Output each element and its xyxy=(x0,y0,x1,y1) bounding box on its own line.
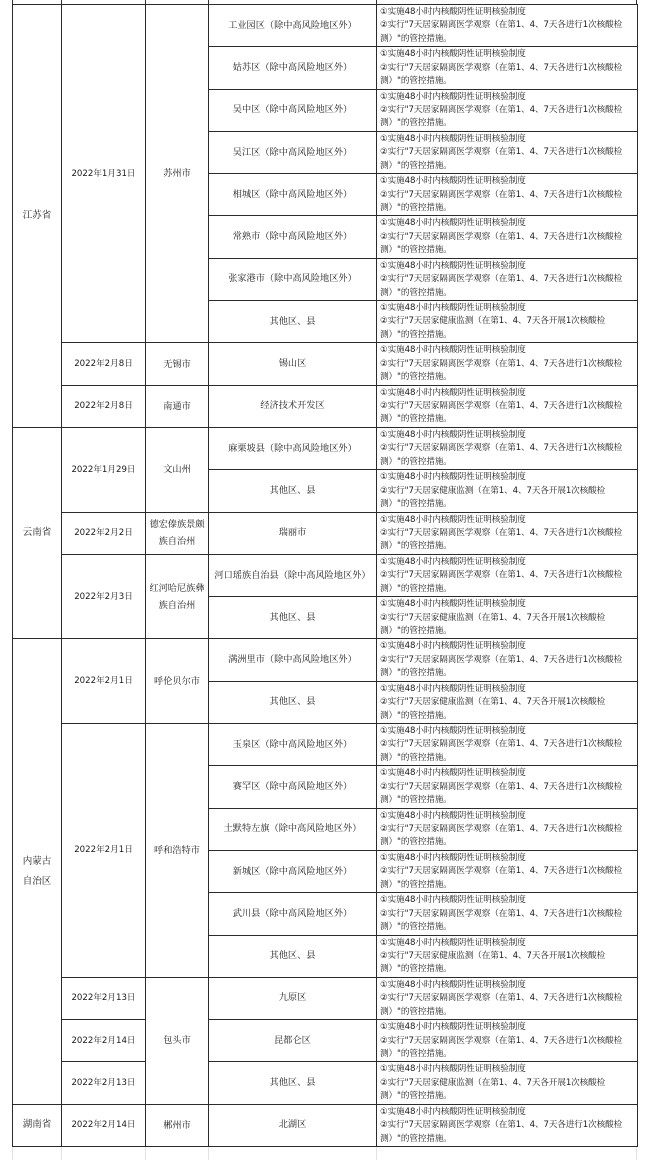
measure-cell: ①实施48小时内核酸阴性证明核验制度 ②实行"7天居家隔离医学观察（在第1、4、7天各进行1次核酸检 测）"的管控措施。 xyxy=(377,89,638,131)
date-cell: 2022年2月14日 xyxy=(62,1020,146,1062)
date-cell: 2022年2月13日 xyxy=(62,977,146,1019)
district-cell: 其他区、县 xyxy=(209,681,377,723)
city-cell: 呼和浩特市 xyxy=(146,724,209,978)
district-cell: 锡山区 xyxy=(209,343,377,385)
date-cell: 2022年2月8日 xyxy=(62,343,146,385)
district-cell: 土默特左旗（除中高风险地区外） xyxy=(209,808,377,850)
district-cell: 武川县（除中高风险地区外） xyxy=(209,893,377,935)
district-cell: 昆都仑区 xyxy=(209,1020,377,1062)
table-row xyxy=(13,977,638,1019)
measure-cell: ①实施48小时内核酸阴性证明核验制度 ②实行"7天居家隔离医学观察（在第1、4、7天各进行1次核酸检 测）"的管控措施。 xyxy=(377,766,638,808)
table-row xyxy=(13,512,638,554)
measure-cell: ①实施48小时内核酸阴性证明核验制度 ②实行"7天居家隔离医学观察（在第1、4、7天各进行1次核酸检 测）"的管控措施。 xyxy=(377,258,638,300)
measure-cell: ①实施48小时内核酸阴性证明核验制度 ②实行"7天居家健康监测（在第1、4、7天各开展1次核酸检 测）"的管控措施。 xyxy=(377,681,638,723)
district-cell: 其他区、县 xyxy=(209,1062,377,1104)
district-cell: 吴中区（除中高风险地区外） xyxy=(209,89,377,131)
table-row xyxy=(13,1020,638,1062)
district-cell: 新城区（除中高风险地区外） xyxy=(209,850,377,892)
district-cell: 姑苏区（除中高风险地区外） xyxy=(209,47,377,89)
table-row xyxy=(13,1104,638,1146)
measure-cell: ①实施48小时内核酸阴性证明核验制度 ②实行"7天居家隔离医学观察（在第1、4、7天各进行1次核酸检 测）"的管控措施。 xyxy=(377,216,638,258)
column-divider xyxy=(636,1147,637,1160)
control-measures-table xyxy=(12,4,638,1147)
measure-cell: ①实施48小时内核酸阴性证明核验制度 ②实行"7天居家隔离医学观察（在第1、4、7天各进行1次核酸检 测）"的管控措施。 xyxy=(377,385,638,427)
measure-cell: ①实施48小时内核酸阴性证明核验制度 ②实行"7天居家隔离医学观察（在第1、4、7天各进行1次核酸检 测）"的管控措施。 xyxy=(377,808,638,850)
date-cell: 2022年2月1日 xyxy=(62,724,146,978)
city-cell: 红河哈尼族彝 族自治州 xyxy=(146,554,209,639)
date-cell: 2022年2月2日 xyxy=(62,512,146,554)
district-cell: 其他区、县 xyxy=(209,301,377,343)
district-cell: 麻栗坡县（除中高风险地区外） xyxy=(209,427,377,469)
table-row xyxy=(13,1062,638,1104)
column-divider xyxy=(376,1147,377,1160)
district-cell: 玉泉区（除中高风险地区外） xyxy=(209,724,377,766)
district-cell: 其他区、县 xyxy=(209,935,377,977)
province-cell: 江苏省 xyxy=(13,5,62,428)
date-cell: 2022年2月1日 xyxy=(62,639,146,724)
date-cell: 2022年2月3日 xyxy=(62,554,146,639)
measure-cell: ①实施48小时内核酸阴性证明核验制度 ②实行"7天居家健康监测（在第1、4、7天各开展1次核酸检 测）"的管控措施。 xyxy=(377,301,638,343)
measure-cell: ①实施48小时内核酸阴性证明核验制度 ②实行"7天居家隔离医学观察（在第1、4、7天各进行1次核酸检 测）"的管控措施。 xyxy=(377,554,638,596)
measure-cell: ①实施48小时内核酸阴性证明核验制度 ②实行"7天居家隔离医学观察（在第1、4、7天各进行1次核酸检 测）"的管控措施。 xyxy=(377,639,638,681)
measure-cell: ①实施48小时内核酸阴性证明核验制度 ②实行"7天居家健康监测（在第1、4、7天各开展1次核酸检 测）"的管控措施。 xyxy=(377,935,638,977)
district-cell: 工业园区（除中高风险地区外） xyxy=(209,5,377,47)
column-divider xyxy=(145,1147,146,1160)
district-cell: 吴江区（除中高风险地区外） xyxy=(209,131,377,173)
date-cell: 2022年2月14日 xyxy=(62,1104,146,1146)
table-row xyxy=(13,724,638,766)
measure-cell: ①实施48小时内核酸阴性证明核验制度 ②实行"7天居家隔离医学观察（在第1、4、7天各进行1次核酸检 测）"的管控措施。 xyxy=(377,850,638,892)
column-divider xyxy=(208,1147,209,1160)
table-bottom-continuation xyxy=(12,1147,637,1160)
table-row xyxy=(13,5,638,47)
measure-cell: ①实施48小时内核酸阴性证明核验制度 ②实行"7天居家隔离医学观察（在第1、4、7天各进行1次核酸检 测）"的管控措施。 xyxy=(377,174,638,216)
city-cell: 呼伦贝尔市 xyxy=(146,639,209,724)
table-row xyxy=(13,343,638,385)
district-cell: 瑞丽市 xyxy=(209,512,377,554)
measure-cell: ①实施48小时内核酸阴性证明核验制度 ②实行"7天居家健康监测（在第1、4、7天各开展1次核酸检 测）"的管控措施。 xyxy=(377,1062,638,1104)
city-cell: 南通市 xyxy=(146,385,209,427)
city-cell: 无锡市 xyxy=(146,343,209,385)
district-cell: 赛罕区（除中高风险地区外） xyxy=(209,766,377,808)
measure-cell: ①实施48小时内核酸阴性证明核验制度 ②实行"7天居家隔离医学观察（在第1、4、7天各进行1次核酸检 测）"的管控措施。 xyxy=(377,977,638,1019)
district-cell: 其他区、县 xyxy=(209,597,377,639)
district-cell: 其他区、县 xyxy=(209,470,377,512)
measure-cell: ①实施48小时内核酸阴性证明核验制度 ②实行"7天居家隔离医学观察（在第1、4、7天各进行1次核酸检 测）"的管控措施。 xyxy=(377,1104,638,1146)
measure-cell: ①实施48小时内核酸阴性证明核验制度 ②实行"7天居家隔离医学观察（在第1、4、7天各进行1次核酸检 测）"的管控措施。 xyxy=(377,893,638,935)
city-cell: 郴州市 xyxy=(146,1104,209,1146)
measure-cell: ①实施48小时内核酸阴性证明核验制度 ②实行"7天居家隔离医学观察（在第1、4、7天各进行1次核酸检 测）"的管控措施。 xyxy=(377,5,638,47)
district-cell: 九原区 xyxy=(209,977,377,1019)
measure-cell: ①实施48小时内核酸阴性证明核验制度 ②实行"7天居家隔离医学观察（在第1、4、7天各进行1次核酸检 测）"的管控措施。 xyxy=(377,427,638,469)
table-row xyxy=(13,385,638,427)
measure-cell: ①实施48小时内核酸阴性证明核验制度 ②实行"7天居家健康监测（在第1、4、7天各开展1次核酸检 测）"的管控措施。 xyxy=(377,597,638,639)
district-cell: 相城区（除中高风险地区外） xyxy=(209,174,377,216)
date-cell: 2022年1月29日 xyxy=(62,427,146,512)
table-row xyxy=(13,639,638,681)
district-cell: 张家港市（除中高风险地区外） xyxy=(209,258,377,300)
table-row xyxy=(13,554,638,596)
table-row xyxy=(13,427,638,469)
measure-cell: ①实施48小时内核酸阴性证明核验制度 ②实行"7天居家隔离医学观察（在第1、4、7天各进行1次核酸检 测）"的管控措施。 xyxy=(377,512,638,554)
measure-cell: ①实施48小时内核酸阴性证明核验制度 ②实行"7天居家健康监测（在第1、4、7天各开展1次核酸检 测）"的管控措施。 xyxy=(377,470,638,512)
measure-cell: ①实施48小时内核酸阴性证明核验制度 ②实行"7天居家隔离医学观察（在第1、4、7天各进行1次核酸检 测）"的管控措施。 xyxy=(377,343,638,385)
measure-cell: ①实施48小时内核酸阴性证明核验制度 ②实行"7天居家隔离医学观察（在第1、4、7天各进行1次核酸检 测）"的管控措施。 xyxy=(377,131,638,173)
city-cell: 文山州 xyxy=(146,427,209,512)
date-cell: 2022年2月13日 xyxy=(62,1062,146,1104)
district-cell: 常熟市（除中高风险地区外） xyxy=(209,216,377,258)
city-cell: 德宏傣族景颇 族自治州 xyxy=(146,512,209,554)
province-cell: 湖南省 xyxy=(13,1104,62,1146)
district-cell: 满洲里市（除中高风险地区外） xyxy=(209,639,377,681)
measure-cell: ①实施48小时内核酸阴性证明核验制度 ②实行"7天居家隔离医学观察（在第1、4、7天各进行1次核酸检 测）"的管控措施。 xyxy=(377,1020,638,1062)
district-cell: 河口瑶族自治县（除中高风险地区外） xyxy=(209,554,377,596)
column-divider xyxy=(12,1147,13,1160)
city-cell: 苏州市 xyxy=(146,5,209,343)
measure-cell: ①实施48小时内核酸阴性证明核验制度 ②实行"7天居家隔离医学观察（在第1、4、7天各进行1次核酸检 测）"的管控措施。 xyxy=(377,47,638,89)
date-cell: 2022年1月31日 xyxy=(62,5,146,343)
district-cell: 经济技术开发区 xyxy=(209,385,377,427)
district-cell: 北湖区 xyxy=(209,1104,377,1146)
province-cell: 云南省 xyxy=(13,427,62,638)
province-cell: 内蒙古 自治区 xyxy=(13,639,62,1104)
column-divider xyxy=(61,1147,62,1160)
measure-cell: ①实施48小时内核酸阴性证明核验制度 ②实行"7天居家隔离医学观察（在第1、4、7天各进行1次核酸检 测）"的管控措施。 xyxy=(377,724,638,766)
city-cell: 包头市 xyxy=(146,977,209,1104)
date-cell: 2022年2月8日 xyxy=(62,385,146,427)
